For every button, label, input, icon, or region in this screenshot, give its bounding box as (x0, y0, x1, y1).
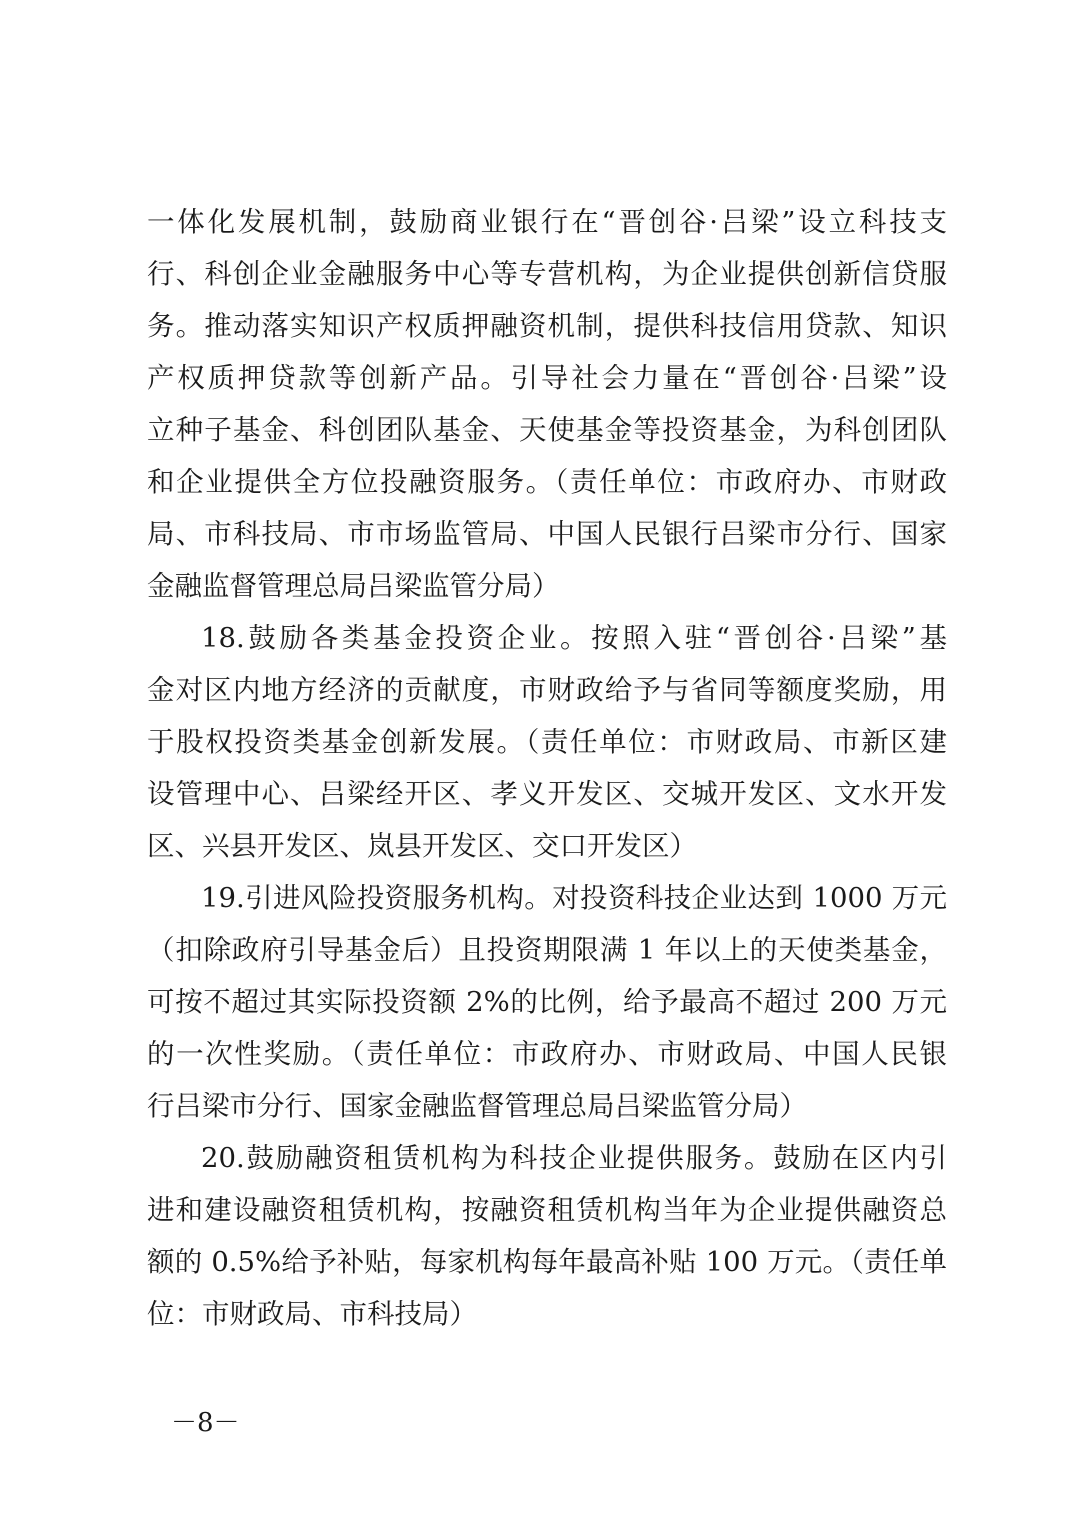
text-line: 可按不超过其实际投资额 2%的比例，给予最高不超过 200 万元 (147, 986, 947, 1018)
text-line: 行吕梁市分行、国家金融监督管理总局吕梁监管分局） (147, 1090, 807, 1122)
text-line: （扣除政府引导基金后）且投资期限满 1 年以上的天使类基金， (147, 934, 947, 966)
text-line: 的一次性奖励。（责任单位：市政府办、市财政局、中国人民银 (147, 1038, 947, 1070)
text-line: 18.鼓励各类基金投资企业。按照入驻“晋创谷·吕梁”基 (201, 622, 947, 654)
text-line: 行、科创企业金融服务中心等专营机构，为企业提供创新信贷服 (147, 258, 947, 290)
text-line: 额的 0.5%给予补贴，每家机构每年最高补贴 100 万元。（责任单 (147, 1246, 947, 1278)
text-line: 务。推动落实知识产权质押融资机制，提供科技信用贷款、知识 (147, 310, 947, 342)
text-line: 产权质押贷款等创新产品。引导社会力量在“晋创谷·吕梁”设 (147, 362, 947, 394)
text-line: 局、市科技局、市市场监管局、中国人民银行吕梁市分行、国家 (147, 518, 947, 550)
text-line: 金对区内地方经济的贡献度，市财政给予与省同等额度奖励，用 (147, 674, 947, 706)
text-line: 金融监督管理总局吕梁监管分局） (147, 570, 560, 602)
text-line: 20.鼓励融资租赁机构为科技企业提供服务。鼓励在区内引 (201, 1142, 947, 1174)
text-line: 19.引进风险投资服务机构。对投资科技企业达到 1000 万元 (201, 882, 947, 914)
text-line: 区、兴县开发区、岚县开发区、交口开发区） (147, 830, 697, 862)
text-line: 和企业提供全方位投融资服务。（责任单位：市政府办、市财政 (147, 466, 947, 498)
text-line: 一体化发展机制，鼓励商业银行在“晋创谷·吕梁”设立科技支 (147, 206, 947, 238)
text-line: 进和建设融资租赁机构，按融资租赁机构当年为企业提供融资总 (147, 1194, 947, 1226)
page-number: －8－ (171, 1408, 240, 1438)
text-line: 立种子基金、科创团队基金、天使基金等投资基金，为科创团队 (147, 414, 947, 446)
text-line: 位：市财政局、市科技局） (147, 1298, 477, 1330)
text-line: 于股权投资类基金创新发展。（责任单位：市财政局、市新区建 (147, 726, 947, 758)
text-line: 设管理中心、吕梁经开区、孝义开发区、交城开发区、文水开发 (147, 778, 947, 810)
